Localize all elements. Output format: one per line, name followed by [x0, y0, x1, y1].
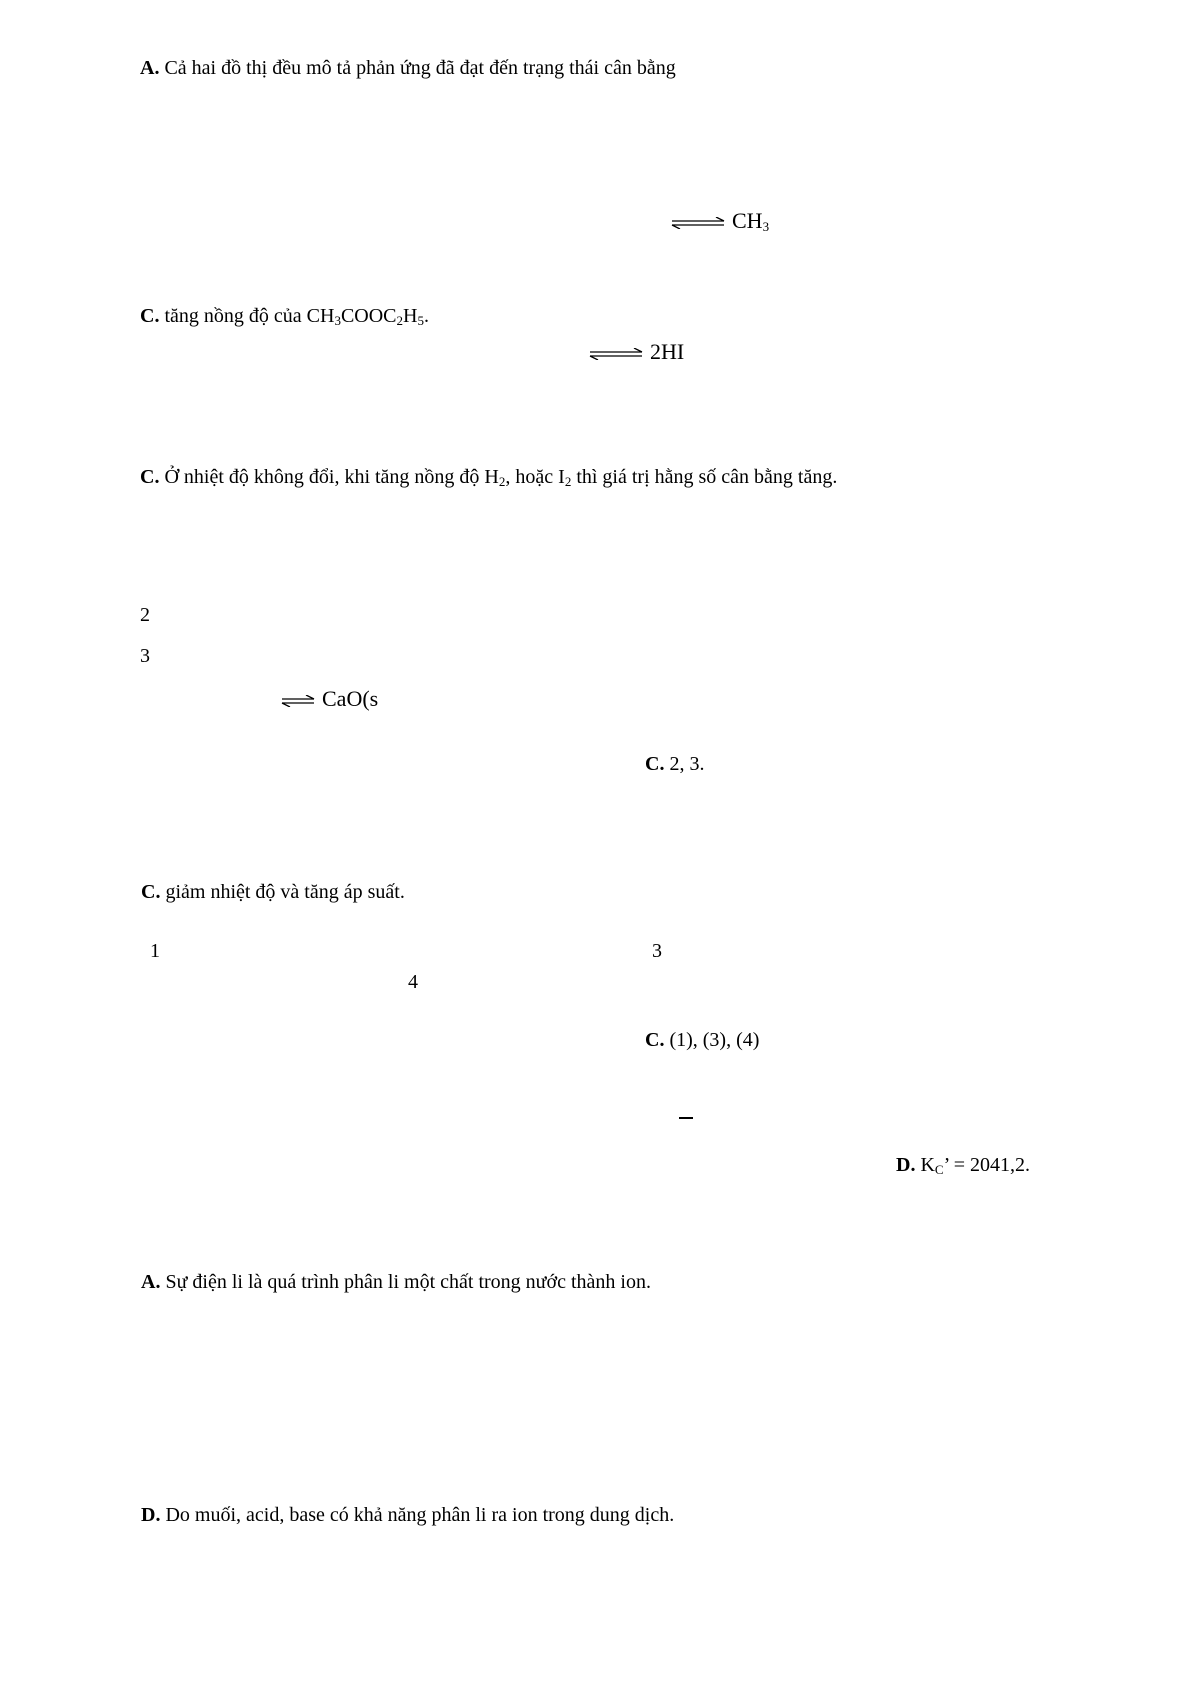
- item-number: 2: [140, 604, 150, 626]
- subscript: 2: [396, 313, 404, 328]
- option-text: Ở nhiệt độ không đổi, khi tăng nồng độ H: [164, 466, 499, 488]
- subscript: 5: [417, 313, 424, 328]
- option-text: (1), (3), (4): [669, 1029, 760, 1051]
- option-label: C.: [140, 466, 160, 488]
- subscript: 2: [564, 474, 572, 489]
- option-text: K: [920, 1154, 935, 1176]
- option-text: Cả hai đồ thị đều mô tả phản ứng đã đạt đến trạng thái cân bằng: [164, 57, 676, 79]
- minus-mark: [679, 1117, 693, 1119]
- equation-fragment-cao: [280, 688, 378, 710]
- subscript: 2: [498, 474, 506, 489]
- formula-text: CH: [732, 208, 763, 233]
- option-text: Sự điện li là quá trình phân li một chất trong nước thành ion.: [165, 1271, 651, 1293]
- subscript: 3: [334, 313, 341, 328]
- answer-c-temperature-pressure: [141, 882, 405, 902]
- option-label: C.: [645, 1029, 665, 1051]
- subscript: C: [934, 1162, 944, 1177]
- equilibrium-arrow-icon: [280, 695, 316, 707]
- option-text: Do muối, acid, base có khả năng phân li ra ion trong dung dịch.: [165, 1504, 675, 1526]
- answer-c-1-3-4: [645, 1030, 759, 1050]
- option-text: tăng nồng độ của CH: [164, 305, 335, 327]
- option-text: thì giá trị hằng số cân bằng tăng.: [571, 466, 838, 488]
- equation-fragment-2hi: [588, 341, 684, 363]
- option-text: giảm nhiệt độ và tăng áp suất.: [165, 881, 405, 903]
- formula-text: 2HI: [650, 339, 685, 364]
- item-number: 1: [150, 940, 160, 962]
- equation-fragment-ch3: [670, 210, 769, 232]
- option-text: , hoặc I: [505, 466, 565, 488]
- answer-c-2-3: [645, 754, 704, 774]
- equilibrium-arrow-icon: [588, 348, 644, 360]
- answer-c-concentration-ester: [140, 306, 429, 326]
- answer-c-equilibrium-constant: [140, 467, 837, 487]
- formula-text: CaO(s: [322, 686, 379, 711]
- answer-a-equilibrium-graphs: [140, 58, 676, 78]
- option-label: A.: [141, 1271, 161, 1293]
- answer-a-electrolysis-definition: [141, 1272, 651, 1292]
- option-text: ’ = 2041,2.: [943, 1154, 1031, 1176]
- option-label: C.: [140, 305, 160, 327]
- option-label: C.: [141, 881, 161, 903]
- answer-d-kc-value: [896, 1155, 1030, 1175]
- formula-subscript: 3: [762, 219, 770, 234]
- equilibrium-arrow-icon: [670, 217, 726, 229]
- option-label: A.: [140, 57, 160, 79]
- answer-d-ion-dissociation: [141, 1505, 674, 1525]
- option-text: 2, 3.: [669, 753, 705, 775]
- item-number: 3: [652, 940, 662, 962]
- option-label: C.: [645, 753, 665, 775]
- option-label: D.: [896, 1154, 916, 1176]
- option-text: .: [423, 305, 429, 327]
- item-number: 4: [408, 971, 418, 993]
- option-label: D.: [141, 1504, 161, 1526]
- item-number: 3: [140, 645, 150, 667]
- option-text: COOC: [340, 305, 397, 327]
- option-text: H: [403, 305, 418, 327]
